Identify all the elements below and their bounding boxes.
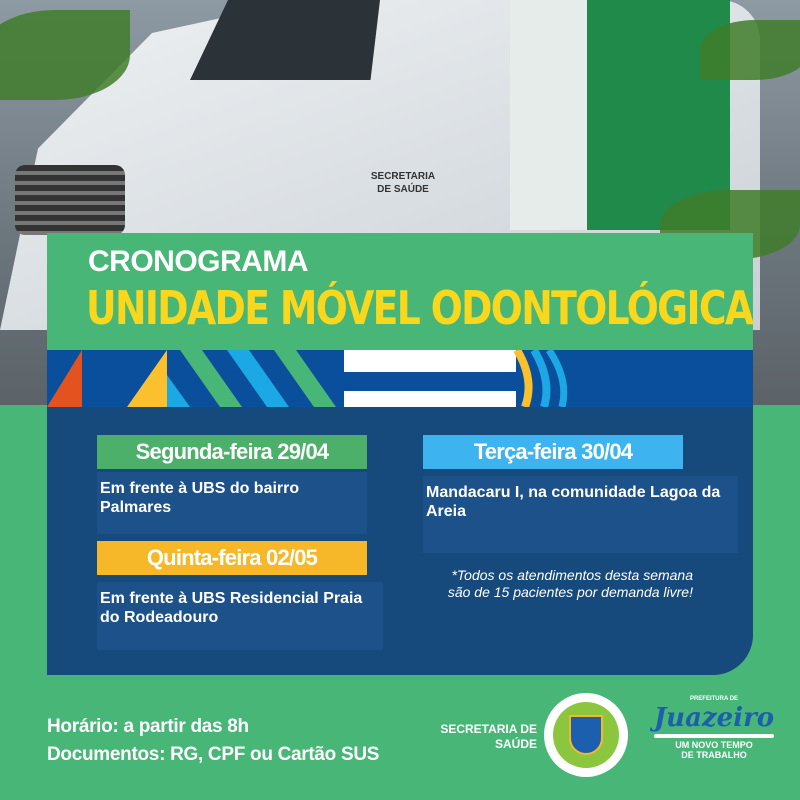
van-label: SECRETARIA DE SAÚDE: [370, 171, 436, 195]
decorative-band: [47, 350, 753, 407]
hours-text: Horário: a partir das 8h: [47, 716, 249, 737]
location-segunda: Em frente à UBS do bairro Palmares: [97, 472, 367, 534]
van-windshield: [190, 0, 380, 80]
location-terca: Mandacaru I, na comunidade Lagoa da Areia: [423, 476, 738, 553]
city-name: Juazeiro: [653, 703, 775, 733]
title-cronograma: CRONOGRAMA: [88, 245, 308, 278]
day-header-quinta: Quinta-feira 02/05: [97, 541, 367, 575]
secretaria-line1: SECRETARIA DE: [440, 722, 537, 736]
secretaria-label: [432, 722, 537, 752]
municipal-seal-logo: [544, 693, 628, 777]
prefeitura-label: PREFEITURA DE: [689, 696, 739, 702]
day-header-terca: Terça-feira 30/04: [423, 435, 683, 469]
leaf-decoration: [700, 20, 800, 80]
tagline-line2: DE TRABALHO: [681, 750, 747, 760]
van-grill: [15, 165, 125, 235]
attendance-note: *Todos os atendimentos desta semana são de 15 pacientes por demanda livre!: [447, 567, 693, 600]
prefeitura-juazeiro-logo: [634, 695, 794, 760]
location-quinta: Em frente à UBS Residencial Praia do Rodeadouro: [97, 582, 383, 650]
title-main: UNIDADE MÓVEL ODONTOLÓGICA: [86, 281, 753, 335]
day-header-segunda: Segunda-feira 29/04: [97, 435, 367, 469]
logo-swoosh: [654, 734, 774, 738]
tagline-line1: UM NOVO TEMPO: [675, 740, 753, 750]
documents-text: Documentos: RG, CPF ou Cartão SUS: [47, 744, 380, 765]
secretaria-line2: SAÚDE: [494, 737, 537, 751]
